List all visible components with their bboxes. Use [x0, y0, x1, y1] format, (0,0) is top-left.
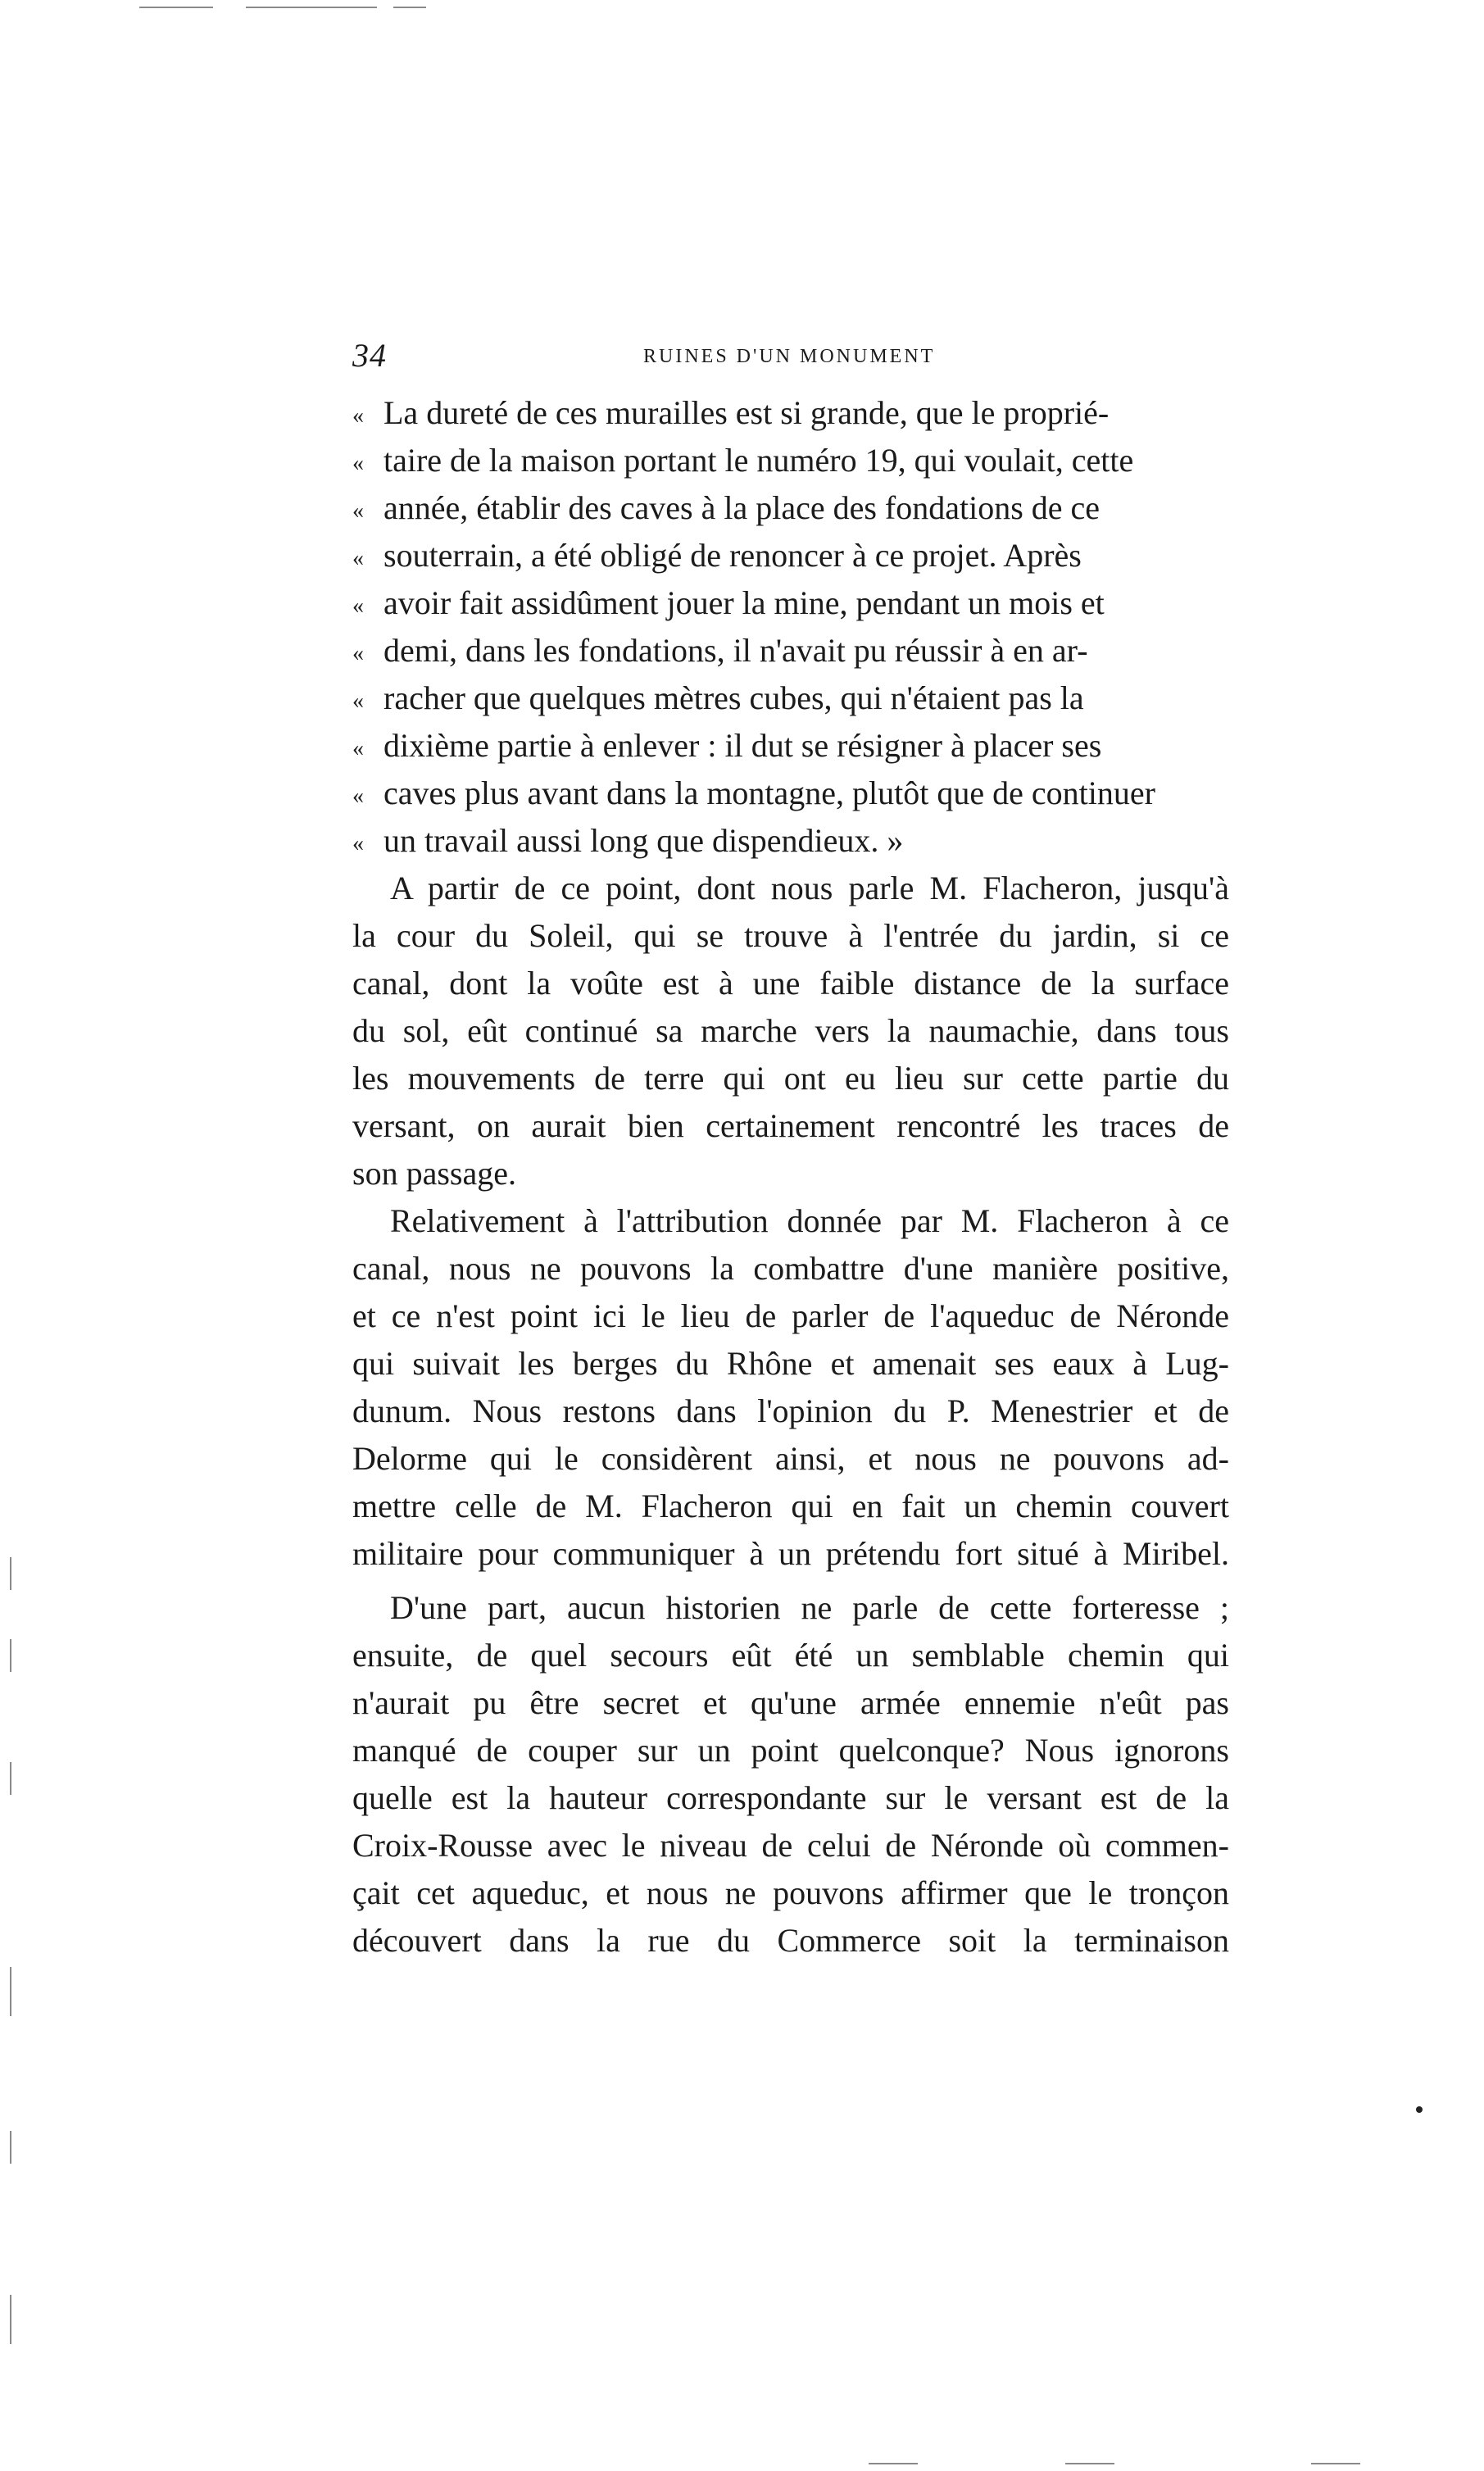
text-line: « année, établir des caves à la place des fondations de ce [352, 485, 1100, 531]
quote-mark: « [352, 497, 364, 524]
text-line: « dixième partie à enlever : il dut se résigner à placer ses [352, 723, 1101, 769]
text-line: la cour du Soleil, qui se trouve à l'entrée du jardin, si ce [352, 917, 1229, 954]
text-line: « un travail aussi long que dispendieux. » [352, 818, 903, 864]
text-line: ensuite, de quel secours eût été un semblable chemin qui [352, 1637, 1229, 1674]
text-line: militaire pour communiquer à un prétendu fort situé à Miribel. [352, 1535, 1229, 1572]
text-line: manqué de couper sur un point quelconque? Nous ignorons [352, 1732, 1229, 1769]
running-head: RUINES D'UN MONUMENT [643, 346, 936, 367]
text-line: quelle est la hauteur correspondante sur le versant est de la [352, 1779, 1229, 1816]
text-line: « taire de la maison portant le numéro 19, qui voulait, cette [352, 438, 1133, 484]
text-line: n'aurait pu être secret et qu'une armée ennemie n'eût pas [352, 1684, 1229, 1721]
text-line: du sol, eût continué sa marche vers la naumachie, dans tous [352, 1012, 1229, 1049]
quote-mark: « [352, 735, 364, 761]
quote-mark: « [352, 783, 364, 809]
scan-artifact [10, 1557, 11, 1590]
quote-mark: « [352, 593, 364, 619]
quote-mark: « [352, 830, 364, 856]
text-line: canal, dont la voûte est à une faible distance de la surface [352, 965, 1229, 1002]
scan-artifact [139, 7, 213, 8]
text-line: D'une part, aucun historien ne parle de cette forteresse ; [390, 1589, 1229, 1626]
text-line: « souterrain, a été obligé de renoncer à ce projet. Après [352, 533, 1082, 579]
page-number: 34 [352, 337, 387, 374]
text-line: çait cet aqueduc, et nous ne pouvons affirmer que le tronçon [352, 1874, 1229, 1911]
text-line: « caves plus avant dans la montagne, plutôt que de continuer [352, 770, 1155, 816]
quote-mark: « [352, 640, 364, 666]
quote-mark: « [352, 402, 364, 429]
text-line: et ce n'est point ici le lieu de parler de l'aqueduc de Néronde [352, 1297, 1229, 1334]
text-line: Relativement à l'attribution donnée par M. Flacheron à ce [390, 1202, 1229, 1239]
text-line: mettre celle de M. Flacheron qui en fait un chemin couvert [352, 1488, 1229, 1524]
text-line: son passage. [352, 1155, 516, 1192]
text-line: « demi, dans les fondations, il n'avait pu réussir à en ar- [352, 628, 1088, 674]
scan-artifact [10, 2295, 11, 2344]
quote-mark: « [352, 450, 364, 476]
scan-artifact [1065, 2463, 1114, 2464]
text-line: canal, nous ne pouvons la combattre d'une manière positive, [352, 1250, 1229, 1287]
ink-dot [1416, 2106, 1423, 2113]
text-line: « avoir fait assidûment jouer la mine, pendant un mois et [352, 580, 1105, 626]
scan-artifact [1311, 2463, 1360, 2464]
text-line: versant, on aurait bien certainement rencontré les traces de [352, 1107, 1229, 1144]
text-line: découvert dans la rue du Commerce soit la terminaison [352, 1922, 1229, 1959]
page-header [352, 336, 1237, 385]
text-line: Croix-Rousse avec le niveau de celui de Néronde où commen- [352, 1827, 1229, 1864]
text-line: dunum. Nous restons dans l'opinion du P. Menestrier et de [352, 1392, 1229, 1429]
text-line: les mouvements de terre qui ont eu lieu sur cette partie du [352, 1060, 1229, 1097]
scan-artifact [10, 1967, 11, 2016]
quote-mark: « [352, 545, 364, 571]
text-line: Delorme qui le considèrent ainsi, et nous ne pouvons ad- [352, 1440, 1229, 1477]
scan-artifact [869, 2463, 918, 2464]
quote-mark: « [352, 688, 364, 714]
scan-artifact [10, 1762, 11, 1795]
text-line: A partir de ce point, dont nous parle M. Flacheron, jusqu'à [390, 870, 1229, 906]
scan-artifact [10, 2131, 11, 2164]
scan-artifact [10, 1639, 11, 1672]
scan-artifact [246, 7, 377, 8]
text-line: « racher que quelques mètres cubes, qui n'étaient pas la [352, 675, 1084, 721]
text-line: qui suivait les berges du Rhône et amenait ses eaux à Lug- [352, 1345, 1229, 1382]
scan-artifact [393, 7, 426, 8]
text-line: « La dureté de ces murailles est si grande, que le proprié- [352, 390, 1109, 436]
